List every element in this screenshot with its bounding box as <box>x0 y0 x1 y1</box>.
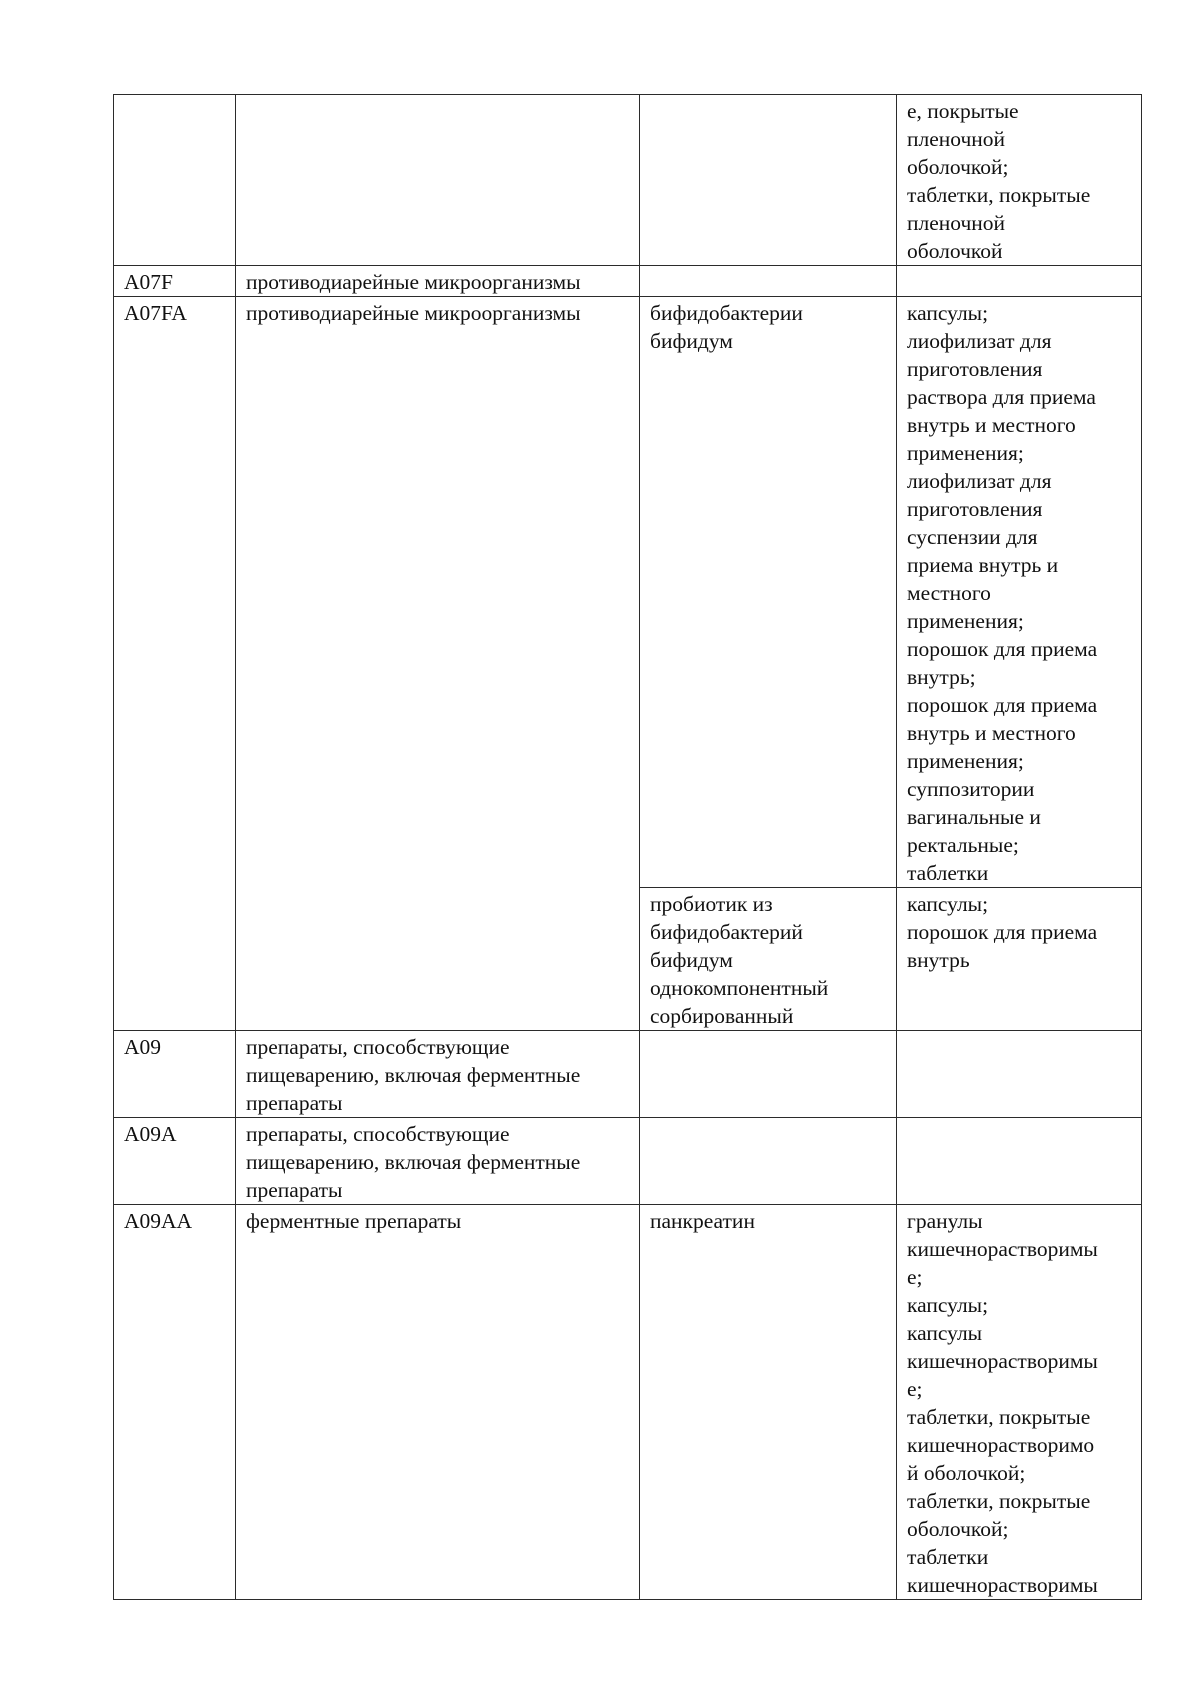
table-row <box>114 266 1142 297</box>
drug-name-cell: панкреатин <box>640 1205 897 1600</box>
dosage-forms-cell <box>897 266 1142 297</box>
dosage-forms-cell <box>897 1118 1142 1205</box>
drug-name-cell: пробиотик из бифидобактерий бифидум однокомпонентный сорбированный <box>640 888 897 1031</box>
drug-name-cell <box>640 1031 897 1118</box>
group-name-cell: противодиарейные микроорганизмы <box>236 266 640 297</box>
group-name-cell: противодиарейные микроорганизмы <box>236 297 640 1031</box>
table-row <box>114 1031 1142 1118</box>
table-row <box>114 297 1142 888</box>
dosage-forms-cell: капсулы; порошок для приема внутрь <box>897 888 1142 1031</box>
drug-name-cell <box>640 266 897 297</box>
dosage-forms-cell <box>897 1031 1142 1118</box>
drug-name-cell <box>640 95 897 266</box>
dosage-forms-cell: гранулы кишечнорастворимы е; капсулы; капсулы кишечнорастворимы е; таблетки, покрытые кишечнорастворимо й оболочкой; таблетки, покрытые оболочкой; таблетки кишечнорастворимы <box>897 1205 1142 1600</box>
drug-name-cell: бифидобактерии бифидум <box>640 297 897 888</box>
group-name-cell <box>236 95 640 266</box>
group-name-cell: ферментные препараты <box>236 1205 640 1600</box>
atc-code-cell: A09 <box>114 1031 236 1118</box>
medicines-table <box>113 94 1142 1600</box>
table-row <box>114 1118 1142 1205</box>
atc-code-cell: A09AA <box>114 1205 236 1600</box>
atc-code-cell <box>114 95 236 266</box>
dosage-forms-cell: капсулы; лиофилизат для приготовления раствора для приема внутрь и местного применения; лиофилизат для приготовления суспензии для приема внутрь и местного применения; порошок для приема внутрь; порошок для приема внутрь и местного применения; суппозитории вагинальные и ректальные; таблетки <box>897 297 1142 888</box>
atc-code-cell: A09A <box>114 1118 236 1205</box>
table-row <box>114 95 1142 266</box>
group-name-cell: препараты, способствующие пищеварению, включая ферментные препараты <box>236 1031 640 1118</box>
table-row <box>114 1205 1142 1600</box>
atc-code-cell: A07FA <box>114 297 236 1031</box>
dosage-forms-cell: е, покрытые пленочной оболочкой; таблетки, покрытые пленочной оболочкой <box>897 95 1142 266</box>
drug-name-cell <box>640 1118 897 1205</box>
atc-code-cell: A07F <box>114 266 236 297</box>
group-name-cell: препараты, способствующие пищеварению, включая ферментные препараты <box>236 1118 640 1205</box>
